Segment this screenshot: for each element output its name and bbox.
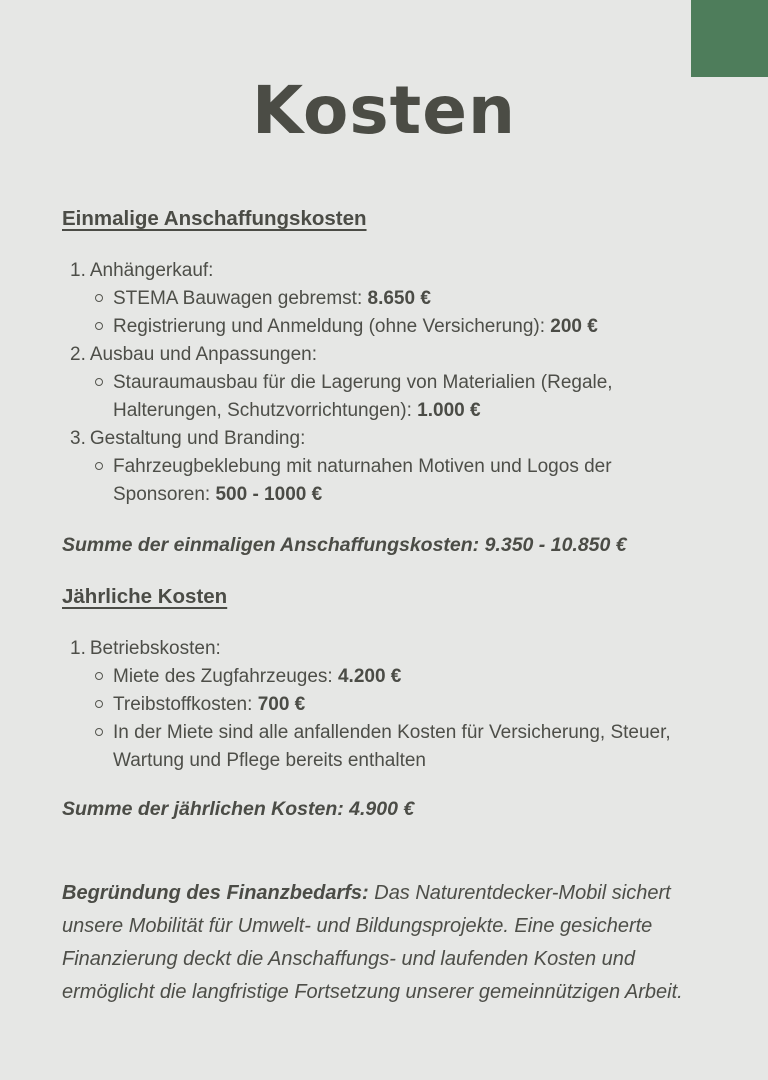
item-label: Betriebskosten: — [89, 638, 221, 660]
item-number: 1. — [70, 638, 86, 660]
section-heading-einmalige: Einmalige Anschaffungskosten — [62, 207, 367, 231]
item-number: 2. — [70, 344, 86, 366]
bullet-item — [62, 663, 712, 691]
section-heading-jaehrlich: Jährliche Kosten — [62, 585, 228, 609]
bullet-text — [113, 285, 431, 313]
numbered-item — [62, 257, 712, 285]
cost-value: 4.200 € — [337, 666, 402, 688]
cost-label: Registrierung und Anmeldung (ohne Versicherung): — [113, 316, 551, 338]
bullet-item — [62, 719, 712, 775]
cost-label: Stauraumausbau für die Lagerung von Materialien (Regale, Halterungen, Schutzvorrichtungen): — [113, 372, 613, 422]
green-corner-accent — [691, 0, 768, 77]
cost-value: 500 - 1000 € — [215, 484, 323, 506]
summary-einmalige-kosten: Summe der einmaligen Anschaffungskosten: 9.350 - 10.850 € — [62, 534, 627, 557]
cost-list-einmalig — [62, 257, 712, 509]
circle-bullet-icon — [95, 462, 103, 470]
item-label: Gestaltung und Branding: — [89, 428, 306, 450]
numbered-item — [62, 425, 712, 453]
bullet-item — [62, 453, 712, 509]
cost-label: STEMA Bauwagen gebremst: — [113, 288, 368, 310]
cost-label: In der Miete sind alle anfallenden Kosten für Versicherung, Steuer, Wartung und Pflege bereits enthalten — [113, 722, 671, 772]
circle-bullet-icon — [95, 294, 103, 302]
circle-bullet-icon — [95, 672, 103, 680]
cost-value: 1.000 € — [417, 400, 481, 422]
bullet-item — [62, 285, 712, 313]
item-number: 3. — [70, 428, 86, 450]
cost-value: 200 € — [550, 316, 598, 338]
page-title: Kosten — [252, 72, 516, 149]
bullet-item — [62, 369, 712, 425]
finanzbedarf-text: Das Naturentdecker-Mobil sichert unsere Mobilität für Umwelt- und Bildungsprojekte. Eine gesicherte Finanzierung deckt die Anschaffungs- und laufenden Kosten und ermöglicht die langfristige Fortsetzung unserer gemeinnützigen Arbeit. — [62, 882, 683, 1004]
bullet-text — [113, 453, 695, 509]
circle-bullet-icon — [95, 700, 103, 708]
cost-label: Treibstoffkosten: — [113, 694, 258, 716]
item-label: Anhängerkauf: — [89, 260, 214, 282]
circle-bullet-icon — [95, 378, 103, 386]
numbered-item — [62, 341, 712, 369]
finanzbedarf-lead: Begründung des Finanzbedarfs: — [62, 882, 369, 905]
cost-list-jaehrlich — [62, 635, 712, 775]
cost-value: 8.650 € — [367, 288, 431, 310]
slide-content — [0, 207, 768, 1009]
circle-bullet-icon — [95, 322, 103, 330]
numbered-item — [62, 635, 712, 663]
item-label: Ausbau und Anpassungen: — [89, 344, 317, 366]
bullet-text — [113, 369, 695, 425]
bullet-text — [113, 691, 305, 719]
cost-label: Fahrzeugbeklebung mit naturnahen Motiven und Logos der Sponsoren: — [113, 456, 612, 506]
bullet-item — [62, 313, 712, 341]
finanzbedarf-paragraph — [62, 877, 690, 1009]
bullet-text — [113, 663, 401, 691]
bullet-text — [113, 313, 598, 341]
bullet-text — [113, 719, 695, 775]
bullet-item — [62, 691, 712, 719]
item-number: 1. — [70, 260, 86, 282]
cost-value: 700 € — [257, 694, 306, 716]
cost-label: Miete des Zugfahrzeuges: — [113, 666, 338, 688]
summary-jaehrliche-kosten: Summe der jährlichen Kosten: 4.900 € — [62, 798, 415, 821]
circle-bullet-icon — [95, 728, 103, 736]
